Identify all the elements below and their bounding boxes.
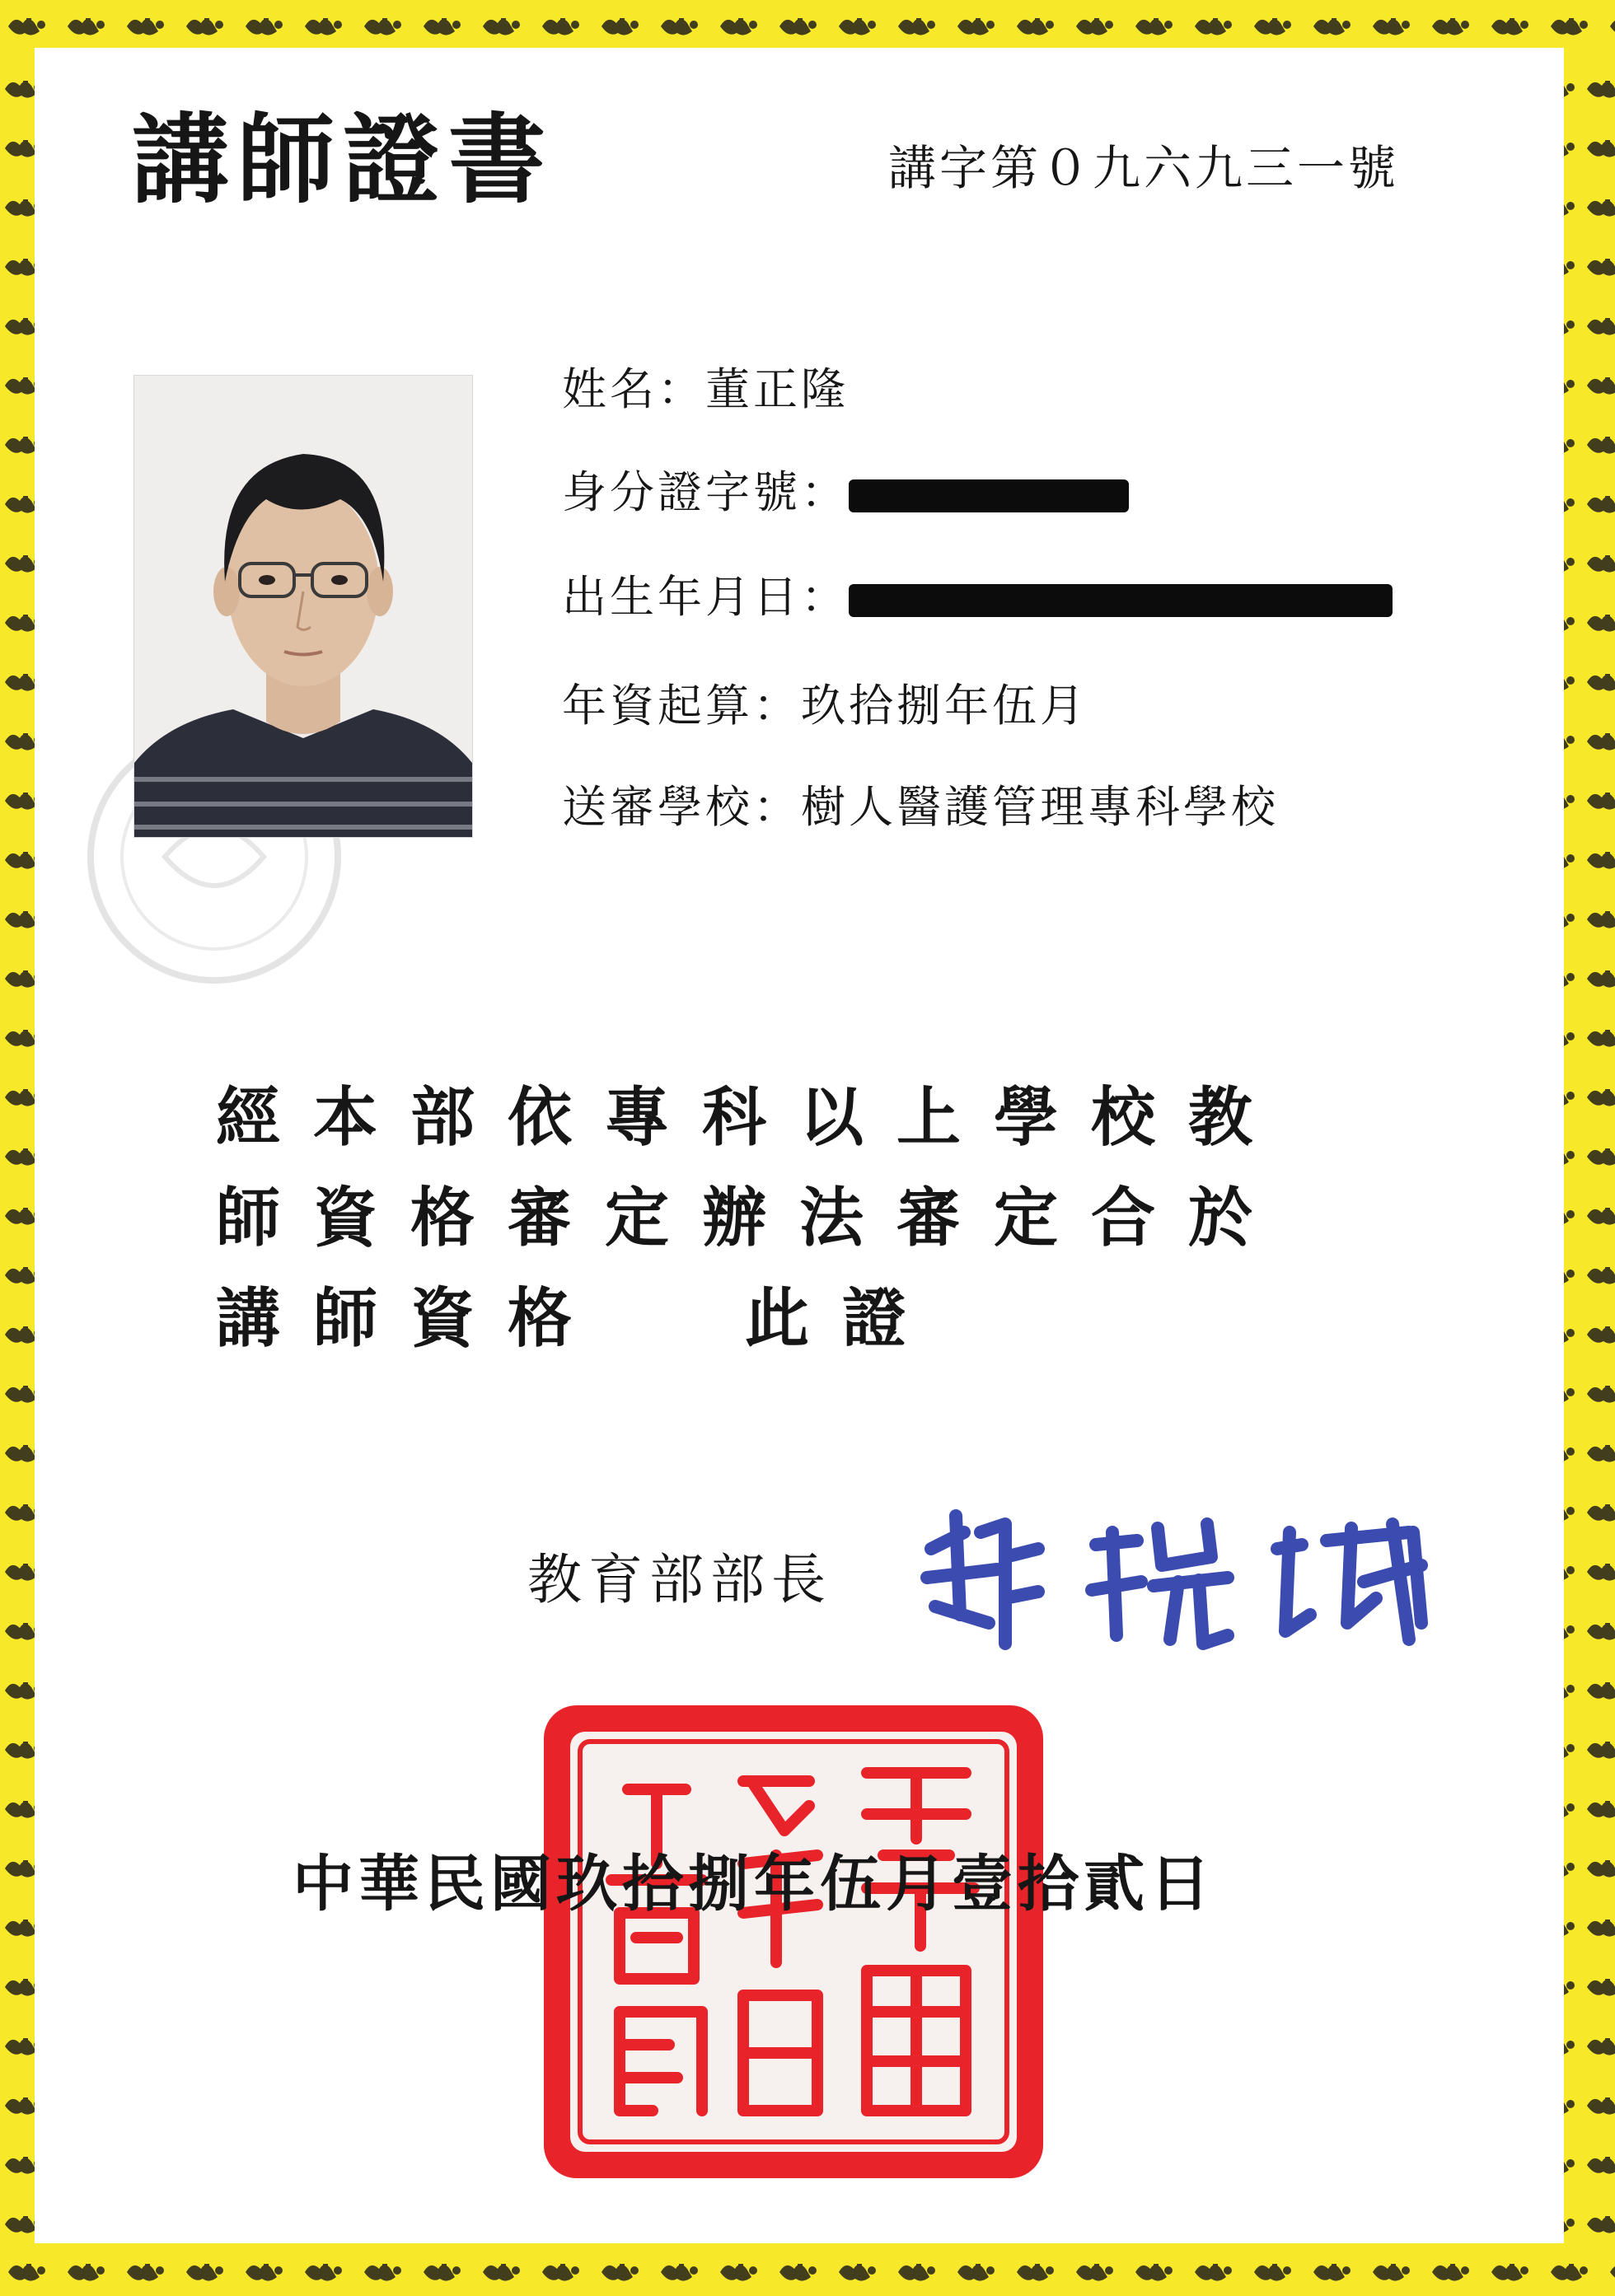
- field-name-label: 姓名：: [562, 363, 705, 415]
- field-school-value: 樹人醫護管理專科學校: [801, 781, 1279, 833]
- issue-date: 中華民國玖拾捌年伍月壹拾貳日: [293, 1849, 1215, 1920]
- certificate-number: 講字第０九六九三一號: [888, 140, 1400, 196]
- official-seal: [537, 1699, 1050, 2185]
- field-birth-date: [562, 568, 1393, 626]
- holder-photo: [133, 375, 473, 838]
- field-seniority-value: 玖拾捌年伍月: [801, 680, 1088, 732]
- body-line-3-start: 講師資格: [216, 1281, 606, 1356]
- redaction-bar: [849, 479, 1129, 512]
- body-line-1: 經本部依專科以上學校教: [216, 1080, 1286, 1155]
- minister-title: 教育部部長: [527, 1548, 832, 1611]
- field-id-number: [562, 464, 1129, 521]
- handwritten-signature: [915, 1499, 1434, 1664]
- field-name-value: 董正隆: [705, 363, 849, 415]
- field-school-label: 送審學校：: [562, 781, 801, 833]
- field-id-number-label: 身分證字號：: [562, 466, 849, 518]
- certificate-title: 講師證書: [132, 102, 555, 217]
- portrait-image: [134, 376, 472, 837]
- field-seniority-start: [562, 677, 1088, 735]
- redaction-bar: [849, 584, 1393, 617]
- field-name: [562, 361, 849, 419]
- body-line-3-end: 此證: [745, 1281, 940, 1356]
- body-line-3: [216, 1281, 1435, 1356]
- field-birth-date-label: 出生年月日：: [562, 571, 849, 623]
- field-school: [562, 779, 1279, 836]
- body-line-2: 師資格審定辦法審定合於: [216, 1181, 1286, 1256]
- field-seniority-label: 年資起算：: [562, 680, 801, 732]
